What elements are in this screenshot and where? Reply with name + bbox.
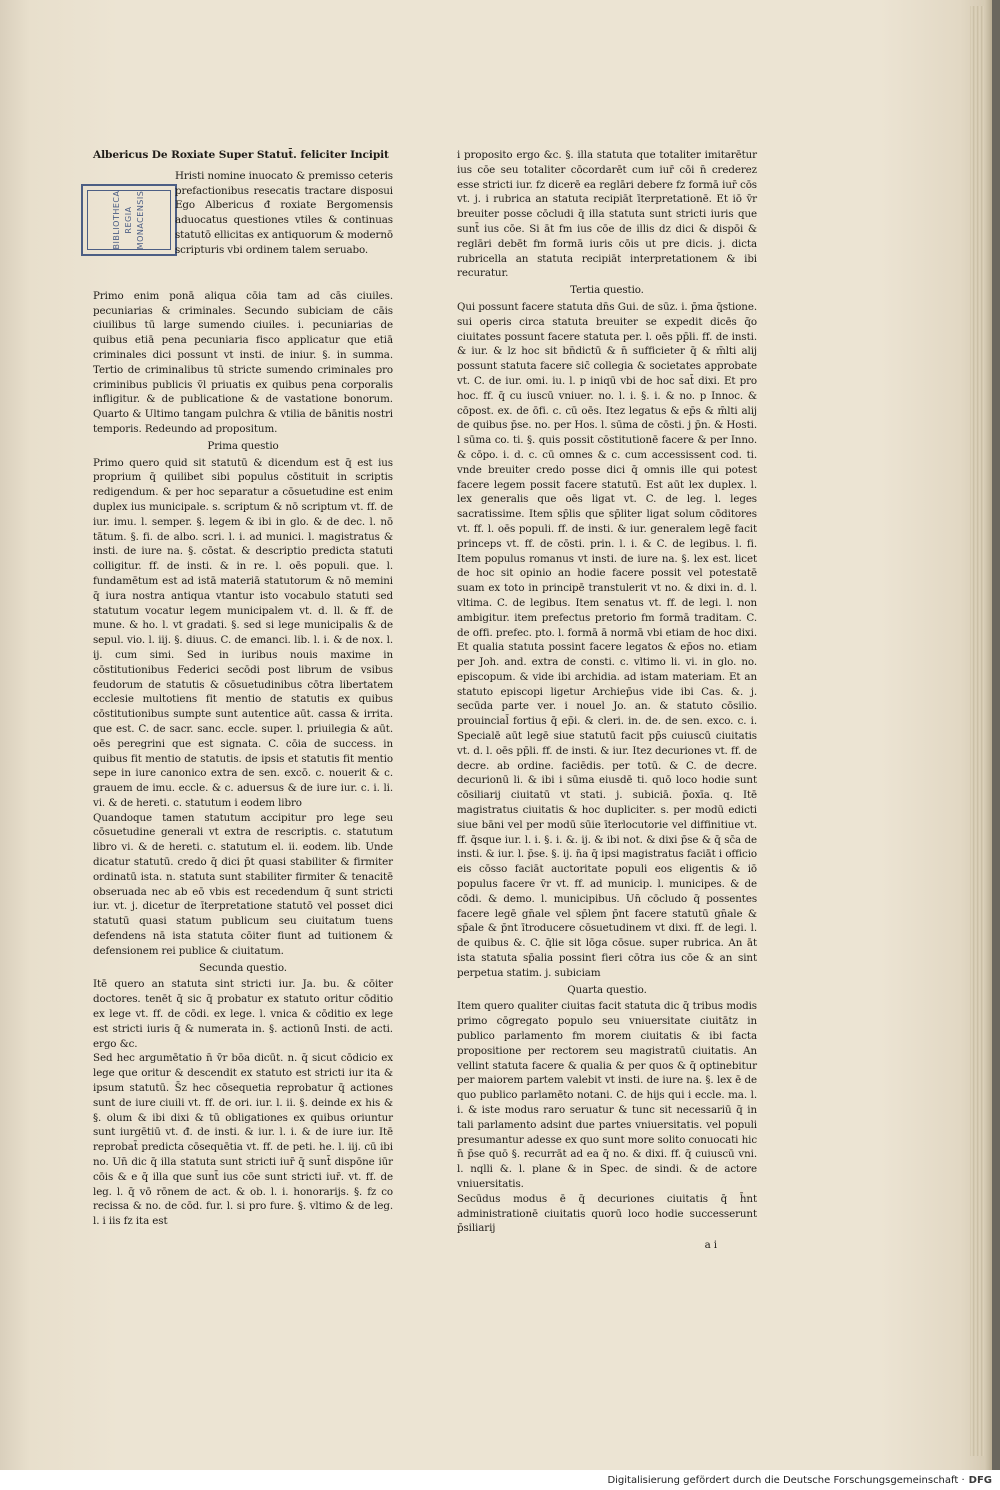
left-paragraph-3: Quandoque tamen statutum accipitur pro lege seu cōsuetudine generali vt extra de rescriptis. c. statutum libro vi. & de hereti. c. statutum el. ii. eodem. lib. Unde dicatur statutū. credo q̄ dici p̄t quasi stabiliter & firmiter ordinatū ista. n. statuta sunt stabiliter firmiter & tenacitē obseruada nec ab eō vbis est recedendum q̄ sunt stricti iur. vt. j. dicetur de īterpretatione statutō vel posset dici statutū quasi statum publicum seu ciuitatum tuens defendens nā ista statuta cōiter fiunt ad tuitionem & defensionem rei publice & ciuitatum. — [93, 811, 393, 957]
left-paragraph-4: Itē quero an statuta sint stricti iur. Ja. bu. & cōiter doctores. tenēt q̄ sic q̄ probatur ex statuto oritur cōditio ex lege vt. ff. de cōdi. ex lege. l. vnica & cōditio ex lege est stricti iuris q̄ & numerata in. §. actionū Insti. de acti. ergo &c. — [93, 978, 393, 1050]
stamp-line-2: REGIA — [124, 206, 133, 234]
stamp-line-1: BIBLIOTHECA — [112, 190, 121, 250]
digitization-footer — [0, 1470, 1000, 1490]
dfg-logo[interactable]: DFG — [968, 1474, 992, 1486]
heading-prima-questio: Prima questio — [207, 439, 279, 452]
page-edges — [970, 6, 984, 1456]
right-paragraph-1: Qui possunt facere statuta dn̄s Gui. de sūz. i. p̄ma q̄stione. sui operis circa statuta breuiter se expedit dicēs q̄o ciuitates possunt facere statuta per. l. oēs pp̄li. ff. de insti. & iur. & lz hoc sit bn̄dictū & n̄ sufficieter q̄ & m̄lti alij possunt statuta facere sic̄ collegia & societates approbate vt. C. de iur. omi. iu. l. p iniqū vbi de hoc sat̄ dixi. Et pro hoc. ff. q̄ cu iuscū vniuer. no. l. i. §. i. & no. p Innoc. & cōpost. ex. de ōfi. c. cū oēs. Itez legatus & ep̄s & m̄lti alij de quibus p̄se. no. per Hos. l. sūma de cōsti. j p̄n. & Hosti. l sūma co. ti. §. quis possit cōstitutionē facere & per Inno. & cōpo. i. d. c. cū omnes & c. cum accessissent cod. ti. vnde breuiter credo posse dici q̄ omnis ille qui potest facere legem possit facere statutū. Est aūt lex duplex. l. lex generalis que oēs ligat vt. C. de leg. l. leges sacratissime. Item sp̄lis que sp̄liter ligat solum cōditores vt. ff. l. oēs populi. ff. de insti. & iur. generalem legē facit princeps vt. ff. de cōsti. prin. l. i. & C. de legibus. l. fi. Item populus romanus vt insti. de iure na. §. lex est. licet de hoc sit opinio an hodie facere possit vel potestatē suam ex toto in principē transtulerit vt no. & dixi in. d. l. vltima. C. de legibus. Item senatus vt. ff. de legi. l. non ambigitur. item prefectus pretorio fm formā traditam. C. de offi. prefec. pto. l. formā ā normā vbi etiam de hoc dixi. Et qualia statuta possint facere legatos & ep̄os no. etiam per Joh. and. extra de consti. c. vltimo li. vi. in glo. no. episcopum. & vide ibi archidia. ad istam materiam. Et an statuto episcopi ligetur Archiep̄us vide ibi Cas. &. j. secūda parte ver. i nouel Jo. an. & statuto cōsilio. prouincial̄ fortius q̄ ep̄i. & cleri. in. de. de sen. exco. c. i. Specialē aūt legē siue statutū facit pp̄s cuiuscū ciuitatis vt. d. l. oēs pp̄li. ff. de insti. & iur. Itez decuriones vt. ff. de decre. ab ordine. faciēdis. per totū. & C. de decre. decurionū li. & ibi i sūma eiusdē ti. quō loco hodie sunt cōsiliarij ciuitatū vt stati. j. subiciā. p̄oxīa. q. Itē magistratus ciuitatis & hoc dupliciter. s. per modū edicti siue bāni vel per modū sūie īterlocutorie vel diffinitiue vt. ff. q̄sque iur. l. i. §. i. &. ij. & ibi not. & dixi p̄se & q̄ sc̄a de insti. & iur. l. p̄se. §. ij. n̄a q̄ ipsi magistratus faciāt i officio eis cōsso faciāt auctoritate populi eos eligentis & iō populus facere v̄r vt. ff. ad municip. l. municipes. & de cōdi. & demo. l. municipibus. Un̄ cōcludo q̄ possentes facere legē gn̄ale vel sp̄lem p̄nt facere statutū gn̄ale & sp̄ale & p̄nt ītroducere cōsuetudinem vt dixi. ff. de legi. l. de quibus &. C. q̄lie sit lōga cōsue. super rubrica. An āt ista statuta sp̄alia possint fieri cōtra ius cōe & an sint perpetua statim. j. subiciam — [457, 300, 757, 979]
heading-secunda-questio: Secunda questio. — [199, 961, 287, 974]
left-paragraph-1: Primo enim ponā aliqua cōia tam ad cās ciuiles. pecuniarias & criminales. Secundo subiciam de cāis ciuilibus tū large sumendo ciuiles. i. pecuniarias de quibus etiā pena pecuniaria fisco applicatur que etiā criminales dici possunt vt insti. de iniur. §. in summa. Tertio de criminalibus tū stricte sumendo criminales pro criminibus publicis v̄l priuatis ex quibus pena corporalis infligitur. & de publicatione & de vastatione bonorum. Quarto & Ultimo tangam pulchra & vtilia de bānitis nostri temporis. Redeundo ad propositum. — [93, 289, 393, 435]
incipit-title: Albericus De Roxiate Super Statut̄. feliciter Incipit — [93, 149, 389, 161]
left-paragraph-5: Sed hec argumētatio n̄ v̄r bōa dicūt. n. q̄ sicut cōdicio ex lege que oritur & descendit ex statuto est stricti iur ita & ipsum statutū. S̄z hec cōsequetia reprobatur q̄ actiones sunt de iure ciuili vt. ff. de ori. iur. l. ii. §. deinde ex his & §. olum & ibi dixi & tū obligationes ex quibus oriuntur sunt iurgētiū vt. đ. de insti. & iur. l. i. & de iure iur. Itē reprobat̄ predicta cōsequētia vt. ff. de peti. he. l. iij. cū ibi no. Un̄ dic q̄ illa statuta sunt stricti iur̄ q̄ sunt̄ dispōne iūr cōis & e q̄ illa que sunt̄ ius cōe sunt stricti iur̄. vt. ff. de leg. l. q̄ vō rōnem de act. & ob. l. i. honorarijs. §. fz co recissa & no. de cōd. fur. l. si pro fure. §. vltimo & de leg. l. i iis fz ita est — [93, 1052, 393, 1228]
footer-text: Digitalisierung gefördert durch die Deutsche Forschungsgemeinschaft · — [607, 1474, 965, 1486]
stamp-line-3: MONACENSIS — [136, 190, 145, 250]
left-paragraph-2: Primo quero quid sit statutū & dicendum est q̄ est ius proprium q̄ quilibet sibi populus cōstituit in scriptis redigendum. & per hoc separatur a cōsuetudine est enim duplex ius municipale. s. scriptum & nō scriptum vt. ff. de iur. imu. l. semper. §. legem & ibi in glo. & de dec. l. nō tātum. §. fi. de albo. scri. l. i. ad munici. l. magistratus & insti. de iure na. §. cōstat. & descriptio predicta statuti colligitur. ff. de insti. & in re. l. oēs populi. que. l. fundamētum est ad istā materiā statutorum & nō memini q̄ iura nostra antiqua vtantur isto vocabulo statuti sed statutum vocatur legem municipalem vt. d. ll. & ff. de mune. & ho. l. vt gradati. §. sed si lege municipalis & de sepul. vio. l. iij. §. diuus. C. de emanci. lib. l. i. & de nox. l. ij. cum simi. Sed in iuribus nouis maxime in cōstitutionibus Federici secōdi post librum de vsibus feudorum de statutis & cōsuetudinibus cōtra libertatem ecclesie multotiens fit mentio de statutis ex quibus cōstitutionibus sumpte sunt autentice aūt. cassa & irrita. que est. C. de sacr. sanc. eccle. super. l. priuilegia & aūt. oēs peregrini que est signata. C. cōia de success. in quibus fit mentio de statutis. de ipsis et statutis fit mentio sepe in iure canonico extra de sen. excō. c. nouerit & c. grauem de imu. eccle. & c. aduersus & de iure iur. c. i. li. vi. & de hereti. c. statutum i eodem libro — [93, 456, 393, 809]
right-paragraph-2: Item quero qualiter ciuitas facit statuta dic q̄ tribus modis primo cōgregato populo seu vniuersitate ciuitātz in publico parlamento fm morem ciuitatis & ibi facta propositione per rectorem seu magistratū ciuitatis. An vellint statuta facere & qualia & per quos & q̄ optinebitur per maiorem partem valebit vt insti. de iure na. §. lex ē de quo publico parlamēto notani. C. de hijs qui i eccle. ma. l. i. & iste modus raro seruatur & tunc sit necessariū q̄ in tali parlamento adsint due partes vniuersitatis. vel populi presumantur adesse ex quo sunt more solito conuocati hic n̄ p̄se quō §. recurrāt ad ea q̄ no. & dixi. ff. q̄ cuiuscū vni. l. nqlli &. l. plane & in Spec. de sindi. & de actore vniuersitatis. — [457, 1000, 757, 1190]
signature-mark: a i — [704, 1239, 717, 1252]
right-intro-paragraph: i proposito ergo &c. §. illa statuta que totaliter imitarētur ius cōe seu totaliter cōcordarēt cum iur̄ cōi n̄ crederez esse stricti iur. fz dicerē ea reglāri debere fz formā iur̄ cōs vt. j. i rubrica an statuta recipiāt īterpretationē. Et iō v̄r breuiter posse cōcludi q̄ illa statuta sunt stricti iuris que sunt̄ ius cōe. Si āt fm ius cōe de illis dz dici & dispōi & reglāri debēt fm formā iuris cōis ut pre dicis. j. dicta rubricella an statuta recipiāt interpretationem & ibi recuratur. — [457, 149, 757, 280]
opening-paragraph: Hristi nomine inuocato & premisso ceteris prefactionibus resecatis tractare disposui Ego Albericus đ roxiate Bergomensis aduocatus questiones vtiles & continuas statutō ellicitas ex antiquorum & modernō scripturis vbi ordinem talem seruabo. — [175, 169, 393, 256]
heading-quarta-questio: Quarta questio. — [567, 983, 647, 996]
right-paragraph-3: Secūdus modus ē q̄ decuriones ciuitatis q̄ h̄nt administrationē ciuitatis quorū loco hodie successerunt p̄siliarij — [457, 1192, 757, 1235]
left-column — [93, 148, 393, 1229]
heading-tertia-questio: Tertia questio. — [570, 284, 644, 297]
right-column — [457, 148, 757, 1253]
